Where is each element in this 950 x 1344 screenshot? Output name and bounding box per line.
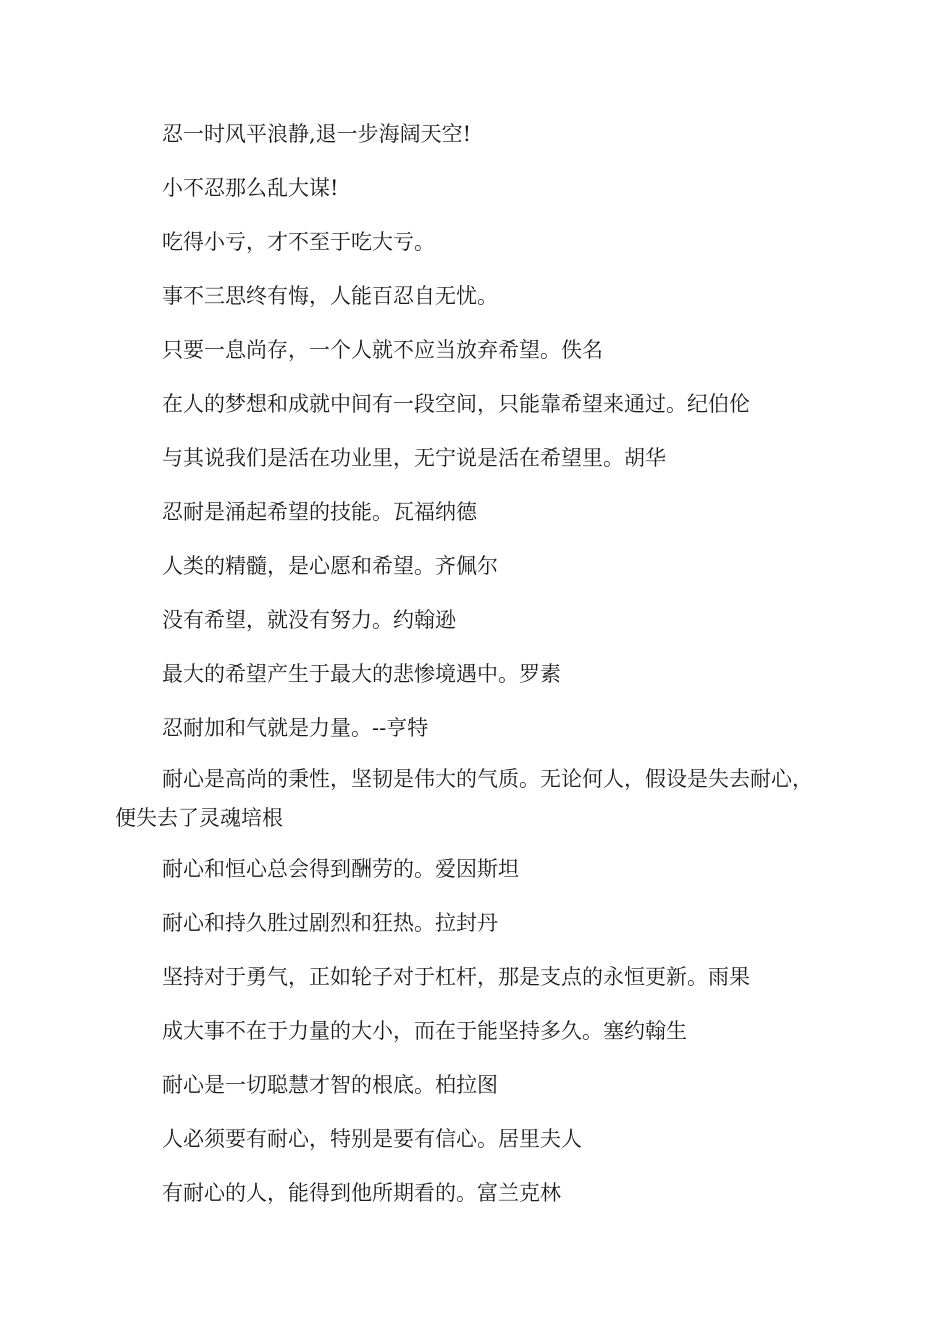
quote-line: 事不三思终有悔，人能百忍自无忧。 — [162, 284, 498, 308]
quote-line: 有耐心的人，能得到他所期看的。富兰克林 — [162, 1181, 561, 1205]
quote-line: 耐心和持久胜过剧烈和狂热。拉封丹 — [162, 911, 498, 935]
quote-line: 吃得小亏，才不至于吃大亏。 — [162, 230, 435, 254]
quote-line: 忍耐是涌起希望的技能。瓦福纳德 — [162, 500, 477, 524]
quote-line: 没有希望，就没有努力。约翰逊 — [162, 608, 456, 632]
quote-line: 耐心是高尚的秉性，坚韧是伟大的气质。无论何人，假设是失去耐心，便失去了灵魂培根 — [115, 767, 813, 830]
quote-line: 小不忍那么乱大谋! — [162, 176, 339, 200]
quote-line: 只要一息尚存，一个人就不应当放弃希望。佚名 — [162, 338, 603, 362]
quote-line: 坚持对于勇气，正如轮子对于杠杆，那是支点的永恒更新。雨果 — [162, 965, 750, 989]
quote-list — [115, 112, 825, 1225]
quote-line: 与其说我们是活在功业里，无宁说是活在希望里。胡华 — [162, 446, 666, 470]
quote-line: 忍一时风平浪静,退一步海阔天空! — [162, 122, 472, 146]
quote-line: 人类的精髓，是心愿和希望。齐佩尔 — [162, 554, 498, 578]
quote-line: 耐心和恒心总会得到酬劳的。爱因斯坦 — [162, 857, 519, 881]
quote-line: 耐心是一切聪慧才智的根底。柏拉图 — [162, 1073, 498, 1097]
quote-line: 最大的希望产生于最大的悲惨境遇中。罗素 — [162, 662, 561, 686]
quote-line: 成大事不在于力量的大小，而在于能坚持多久。塞约翰生 — [162, 1019, 687, 1043]
quote-line: 人必须要有耐心，特别是要有信心。居里夫人 — [162, 1127, 582, 1151]
quote-line: 在人的梦想和成就中间有一段空间，只能靠希望来通过。纪伯伦 — [162, 392, 750, 416]
quote-line: 忍耐加和气就是力量。--亨特 — [162, 716, 429, 740]
